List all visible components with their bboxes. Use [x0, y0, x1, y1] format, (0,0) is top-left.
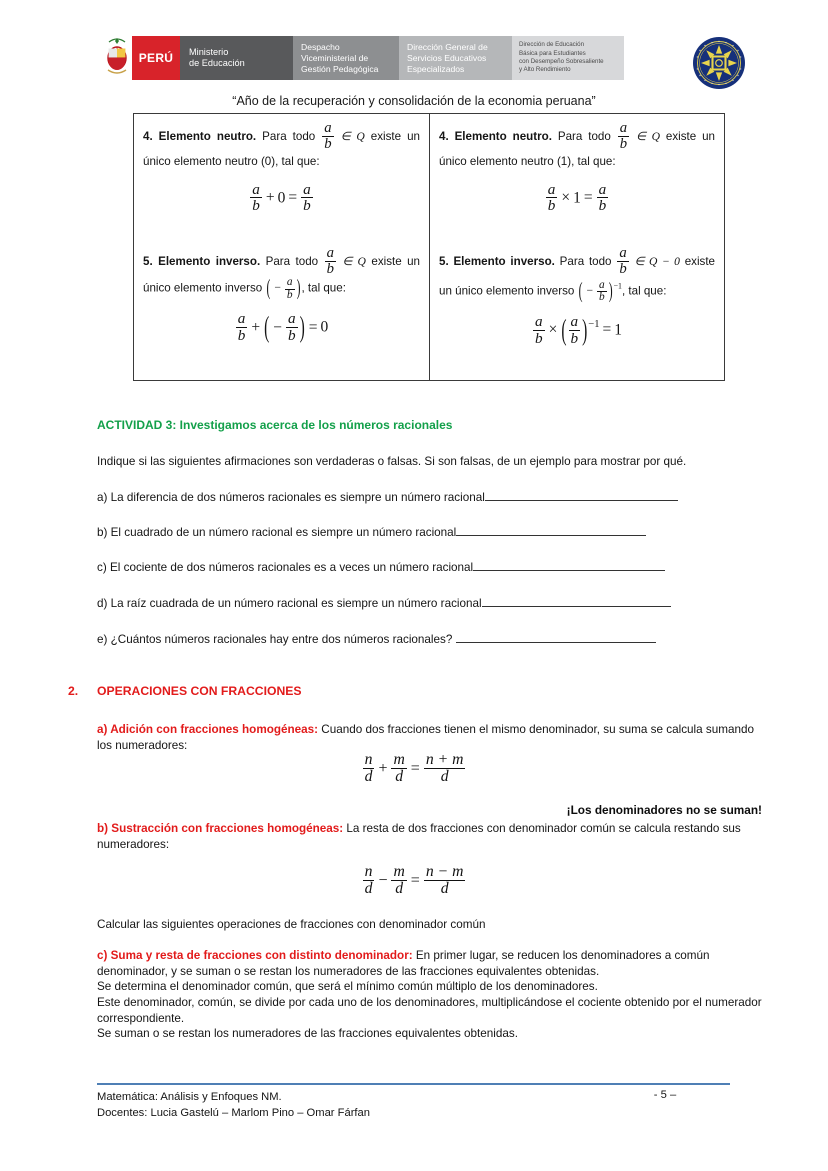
deba-line-2: Básica para Estudiantes	[519, 49, 586, 57]
property-4-text-a: Para todo	[256, 130, 316, 144]
direccion-general-block	[399, 36, 512, 80]
neg-fraction-inverse-group: ( − $\frac{a}{b}$ )$^{-1}$	[578, 278, 622, 304]
subsection-a-addition	[97, 722, 762, 753]
despacho-line-1: Despacho	[301, 41, 340, 52]
table-cell-addition-properties	[134, 114, 430, 380]
activity-3-heading: ACTIVIDAD 3: Investigamos acerca de los números racionales	[97, 418, 453, 432]
fraction-a-over-b: $\frac{a}{b}$	[547, 180, 556, 215]
deba-line-4: y Alto Rendimiento	[519, 66, 571, 74]
fraction-n-plus-m-over-d: $\frac{n + m}{d}$	[425, 751, 464, 785]
neg-fraction-group: ( − $\frac{a}{b}$ )	[266, 275, 301, 301]
question-d-text: d) La raíz cuadrada de un número racional es siempre un número racional	[97, 597, 482, 610]
fraction-a-over-b: $\frac{a}{b}$	[286, 275, 293, 301]
fraction-n-minus-m-over-d: $\frac{n - m}{d}$	[425, 863, 464, 897]
subsection-c-text-1: En primer lugar, se reducen los denominadores a común denominador, y se suman o se restan los numeradores de las fracciones equivalentes obtenidas.	[97, 949, 710, 978]
fraction-a-over-b: $\frac{a}{b}$	[599, 278, 605, 304]
peru-coat-of-arms-icon	[104, 36, 130, 80]
fraction-m-over-d: $\frac{m}{d}$	[393, 751, 405, 785]
direccion-line-3: Especializados	[407, 63, 465, 74]
property-4-title: 4. Elemento neutro.	[143, 130, 257, 144]
fraction-a-over-b: $\frac{a}{b}$	[619, 244, 627, 277]
header-banner-strips	[104, 36, 624, 80]
table-cell-multiplication-properties	[430, 114, 724, 380]
property-5-text-a: Para todo	[260, 255, 319, 269]
fraction-m-over-d: $\frac{m}{d}$	[393, 863, 405, 897]
footer-line-1: Matemática: Análisis y Enfoques NM.	[97, 1091, 282, 1103]
fraction-a-over-b: $\frac{a}{b}$	[288, 310, 296, 344]
fraction-a-over-b: $\frac{a}{b}$	[324, 120, 332, 152]
direccion-line-2: Servicios Educativos	[407, 52, 487, 63]
calculate-instruction: Calcular las siguientes operaciones de fracciones con denominador común	[97, 918, 486, 931]
question-e-text: e) ¿Cuántos números racionales hay entre dos números racionales?	[97, 633, 456, 646]
footer-divider	[97, 1083, 730, 1085]
section-2-number: 2.	[68, 684, 79, 698]
peru-label: PERÚ	[138, 51, 174, 65]
property-4-text-b: existe un único elemento neutro (1), tal que:	[439, 130, 715, 168]
activity-3-question-c	[97, 559, 737, 574]
subsection-b-text: La resta de dos fracciones con denominador común se calcula restando sus numeradores:	[97, 822, 741, 851]
property-5-text-b: existe un único elemento inverso	[143, 255, 420, 295]
property-4-text-a: Para todo	[551, 130, 611, 144]
section-2-title: OPERACIONES CON FRACCIONES	[97, 684, 302, 698]
despacho-line-3: Gestión Pedagógica	[301, 63, 379, 74]
fraction-a-over-b: $\frac{a}{b}$	[326, 244, 334, 277]
denominators-warning: ¡Los denominadores no se suman!	[566, 803, 762, 817]
fraction-a-over-b: $\frac{a}{b}$	[237, 310, 246, 344]
question-a-text: a) La diferencia de dos números racionales es siempre un número racional	[97, 491, 485, 504]
set-q-minus-zero: ∈ Q − 0	[634, 255, 680, 269]
answer-blank-b[interactable]	[456, 524, 646, 536]
formula-homogeneous-addition: $\frac{n}{d}$ + $\frac{m}{d}$ = $\frac{n + m}{d}$	[364, 751, 464, 785]
fraction-n-over-d: $\frac{n}{d}$	[364, 751, 373, 785]
subsection-c-label: c) Suma y resta de fracciones con distinto denominador:	[97, 949, 413, 962]
answer-blank-e[interactable]	[456, 631, 656, 643]
coar-circular-seal-icon	[692, 36, 746, 90]
direccion-line-1: Dirección General de	[407, 41, 488, 52]
property-4-multiplicative-identity: 4. Elemento neutro. Para todo $\frac{a}{b}$ ∈ Q existe un único elemento neutro (1), tal que: $\frac{a}{b}$ × 1 = $\frac{a}{b}$	[439, 120, 715, 215]
activity-3-instructions: Indique si las siguientes afirmaciones son verdaderas o falsas. Si son falsas, de un ejemplo para mostrar por qué.	[97, 455, 687, 468]
subsection-b-label: b) Sustracción con fracciones homogéneas:	[97, 822, 344, 835]
property-5-text-c: , tal que:	[301, 281, 346, 295]
property-5-text-c: , tal que:	[621, 284, 667, 298]
formula-additive-inverse: $\frac{a}{b}$ + ( − $\frac{a}{b}$ ) = 0	[237, 310, 329, 344]
activity-3-question-b	[97, 524, 737, 539]
formula-additive-identity: $\frac{a}{b}$ + 0 = $\frac{a}{b}$	[252, 180, 311, 215]
fraction-a-over-b: $\frac{a}{b}$	[535, 313, 543, 347]
property-5-multiplicative-inverse	[439, 246, 715, 346]
footer-line-2: Docentes: Lucia Gastelú – Marlom Pino – Omar Fárfan	[97, 1107, 370, 1119]
property-5-additive-inverse: 5. Elemento inverso. Para todo $\frac{a}{b}$ ∈ Q existe un único elemento inverso ( − $\frac{a}{b}$ ), tal que: $\frac{a}{b}$ + ( − $\frac{a}{b}$ ) = 0	[143, 244, 420, 344]
answer-blank-a[interactable]	[485, 489, 678, 501]
fraction-a-over-b: $\frac{a}{b}$	[570, 313, 579, 347]
property-5-title: 5. Elemento inverso.	[143, 255, 261, 269]
peru-brand-block	[132, 36, 180, 80]
activity-3-question-a	[97, 489, 737, 504]
year-motto: “Año de la recuperación y consolidación de la economia peruana”	[232, 94, 596, 108]
deba-line-1: Dirección de Educación	[519, 41, 585, 49]
subsection-c-text-3: Este denominador, común, se divide por cada uno de los denominadores, multiplicándose el cociente obtenido por el numerador correspondiente.	[97, 996, 762, 1025]
property-5-title: 5. Elemento inverso.	[439, 255, 555, 269]
ministry-line-2: de Educación	[189, 58, 245, 68]
property-4-text-b: existe un único elemento neutro (0), tal que:	[143, 130, 420, 168]
formula-homogeneous-subtraction: $\frac{n}{d}$ − $\frac{m}{d}$ = $\frac{n - m}{d}$	[364, 863, 464, 897]
set-membership-q: ∈ Q	[340, 130, 365, 144]
activity-3-question-e	[97, 631, 737, 646]
answer-blank-d[interactable]	[482, 595, 671, 607]
property-5-text-b: existe un único elemento inverso	[439, 255, 716, 298]
question-c-text: c) El cociente de dos números racionales es a veces un número racional	[97, 561, 474, 574]
despacho-block	[293, 36, 399, 80]
fraction-a-over-b: $\frac{a}{b}$	[598, 180, 607, 215]
page-number: - 5 –	[653, 1089, 677, 1101]
fraction-a-over-b: $\frac{a}{b}$	[303, 180, 311, 215]
despacho-line-2: Viceministerial de	[301, 52, 369, 63]
subsection-a-label: a) Adición con fracciones homogéneas:	[97, 723, 319, 736]
subsection-c-text-2: Se determina el denominador común, que será el mínimo común múltiplo de los denominadores.	[97, 980, 598, 993]
fraction-a-over-b: $\frac{a}{b}$	[619, 120, 628, 152]
rational-properties-table	[133, 113, 725, 381]
property-5-text-a: Para todo	[554, 255, 612, 269]
formula-multiplicative-identity: $\frac{a}{b}$ × 1 = $\frac{a}{b}$	[547, 180, 607, 215]
footer-course-info	[97, 1089, 370, 1121]
fraction-n-over-d: $\frac{n}{d}$	[364, 863, 373, 897]
subsection-c-mixed-denominators	[97, 948, 762, 979]
ministry-block	[180, 36, 293, 80]
property-4-additive-identity	[143, 121, 420, 214]
activity-3-question-d	[97, 595, 737, 610]
subsection-a-text: Cuando dos fracciones tienen el mismo denominador, su suma se calcula sumando los numeradores:	[97, 723, 754, 752]
answer-blank-c[interactable]	[473, 559, 665, 571]
subsection-c-text-4: Se suman o se restan los numeradores de las fracciones equivalentes obtenidas.	[97, 1027, 518, 1040]
ministry-line-1: Ministerio	[189, 46, 229, 57]
deba-block	[512, 36, 624, 80]
question-b-text: b) El cuadrado de un número racional es siempre un número racional	[97, 526, 457, 539]
property-4-title: 4. Elemento neutro.	[439, 130, 552, 144]
subsection-b-subtraction	[97, 821, 762, 852]
deba-line-3: con Desempeño Sobresaliente	[519, 58, 604, 65]
exponent-minus-one: −1	[613, 281, 622, 291]
fraction-a-over-b: $\frac{a}{b}$	[252, 180, 260, 215]
formula-multiplicative-inverse: $\frac{a}{b}$ × ( $\frac{a}{b}$ )$^{-1}$ = 1	[535, 313, 622, 347]
